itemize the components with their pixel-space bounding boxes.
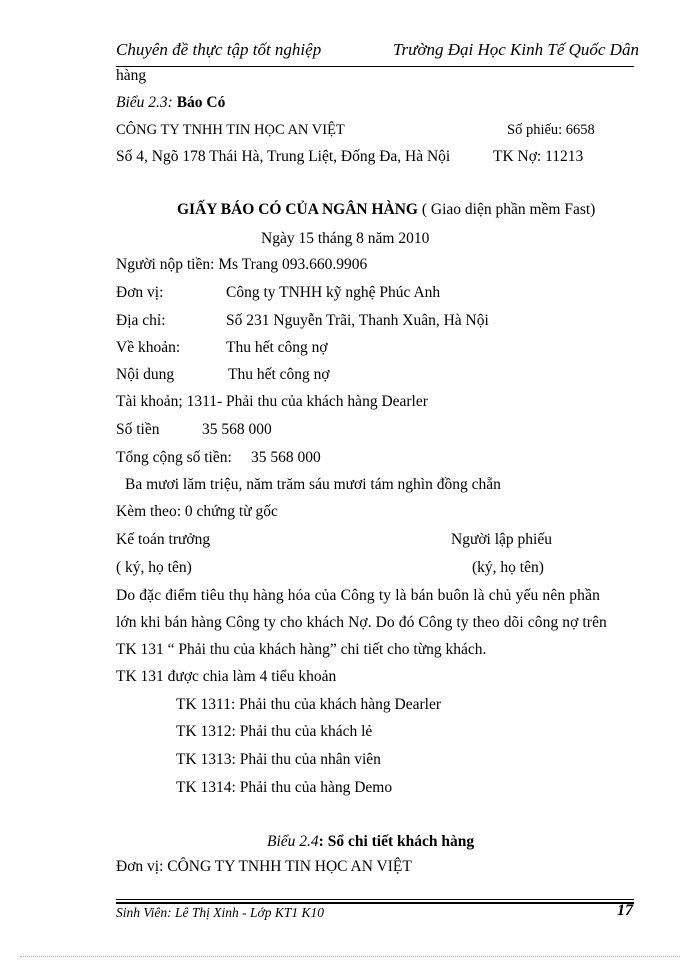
- subaccount-item: TK 1312: Phải thu của khách lẻ: [176, 723, 373, 740]
- subaccount-item: TK 1314: Phải thu của hàng Demo: [176, 779, 393, 796]
- total-label: Tổng cộng số tiền:: [116, 449, 232, 466]
- address-value: Số 231 Nguyễn Trãi, Thanh Xuân, Hà Nội: [226, 312, 489, 329]
- bieu-2-3-heading: [116, 94, 225, 112]
- about-value: Thu hết công nợ: [226, 339, 328, 356]
- paragraph-line-4: TK 131 được chia làm 4 tiểu khoản: [116, 668, 337, 685]
- content-value: Thu hết công nợ: [228, 366, 330, 383]
- document-title-main: GIẤY BÁO CÓ CỦA NGÂN HÀNG: [177, 201, 418, 218]
- signature-right-note: (ký, họ tên): [472, 559, 544, 576]
- page-edge-dotted-line: [20, 956, 680, 957]
- document-title-note: ( Giao diện phần mềm Fast): [417, 201, 596, 218]
- company-name: CÔNG TY TNHH TIN HỌC AN VIỆT: [116, 122, 345, 138]
- signature-left-title: Kế toán trưởng: [116, 531, 211, 548]
- amount-value: 35 568 000: [202, 421, 272, 438]
- amount-label: Số tiền: [116, 421, 160, 438]
- account-line: Tài khoản; 1311- Phải thu của khách hàng Dearler: [116, 393, 428, 410]
- page-number: 17: [617, 902, 633, 919]
- payer-line: Người nộp tiền: Ms Trang 093.660.9906: [116, 256, 368, 273]
- paragraph-line-1: Do đặc điểm tiêu thụ hàng hóa của Công ty là bán buôn là chủ yếu nên phần: [116, 587, 601, 604]
- document-title: [177, 201, 595, 219]
- company-address: Số 4, Ngõ 178 Thái Hà, Trung Liệt, Đống Đa, Hà Nội: [116, 148, 451, 165]
- content-label: Nội dung: [116, 366, 175, 383]
- subaccount-item: TK 1311: Phải thu của khách hàng Dearler: [176, 696, 441, 713]
- receipt-number: Số phiếu: 6658: [507, 122, 595, 138]
- amount-in-words: Ba mươi lăm triệu, năm trăm sáu mươi tám nghìn đồng chẵn: [125, 476, 501, 493]
- footer-rule-thin: [116, 899, 634, 900]
- address-label: Địa chỉ:: [116, 312, 166, 329]
- unit-line: Đơn vị: CÔNG TY TNHH TIN HỌC AN VIỆT: [116, 858, 412, 875]
- footer-rule-thick: [116, 902, 634, 904]
- bieu-2-4-title: : Sổ chi tiết khách hàng: [318, 833, 475, 850]
- unit-label: Đơn vị:: [116, 284, 164, 301]
- bieu-2-4-heading: [267, 833, 474, 851]
- paragraph-line-3: TK 131 “ Phải thu của khách hàng” chi tiết cho từng khách.: [116, 641, 487, 658]
- signature-right-title: Người lập phiếu: [451, 531, 552, 548]
- bieu-2-3-label: Biểu 2.3:: [116, 94, 173, 111]
- footer-student: Sinh Viên: Lê Thị Xinh - Lớp KT1 K10: [116, 905, 324, 920]
- bieu-2-4-label: Biểu 2.4: [267, 833, 319, 850]
- attached-docs: Kèm theo: 0 chứng từ gốc: [116, 503, 278, 520]
- signature-left-note: ( ký, họ tên): [116, 559, 192, 576]
- header-right: Trường Đại Học Kinh Tế Quốc Dân: [393, 40, 639, 59]
- total-value: 35 568 000: [251, 449, 321, 466]
- header-left: Chuyên đề thực tập tốt nghiệp: [116, 40, 322, 59]
- subaccount-item: TK 1313: Phải thu của nhân viên: [176, 751, 381, 768]
- paragraph-line-2: lớn khi bán hàng Công ty cho khách Nợ. Do đó Công ty theo dõi công nợ trên: [116, 614, 607, 631]
- account-debit: TK Nợ: 11213: [493, 148, 584, 165]
- about-label: Về khoản:: [116, 339, 181, 356]
- header-rule: [116, 66, 634, 67]
- bieu-2-3-title: Báo Có: [176, 94, 226, 111]
- document-date: Ngày 15 tháng 8 năm 2010: [261, 230, 430, 247]
- continuation-text: hàng: [116, 67, 147, 84]
- unit-value: Công ty TNHH kỹ nghệ Phúc Anh: [226, 284, 441, 301]
